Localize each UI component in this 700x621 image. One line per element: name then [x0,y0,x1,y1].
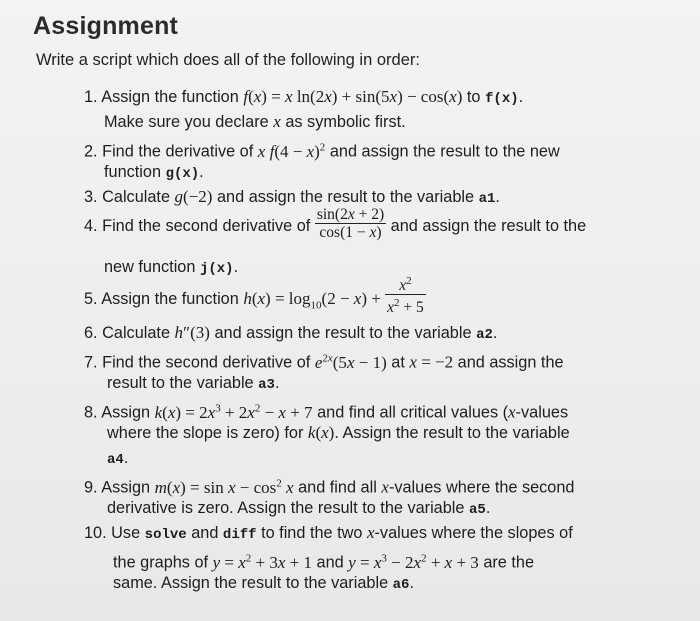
math-expression: $k(x) = 2x^3 + 2x^2 - x + 7$ [154,402,313,422]
item-number: 4. [84,216,98,235]
math-fraction: $\frac{\sin(2x + 2)}{\cos(1 - x)}$ [316,206,385,241]
item-text: and [316,553,344,572]
item-text: Assign [101,403,151,422]
item-number: 8. [84,403,98,422]
math-var: x [273,112,281,131]
item-text: -values where the second [388,478,575,497]
code-text: a3 [258,377,275,393]
item-text: Assign the function [101,88,239,106]
code-text: a6 [392,577,410,593]
item-text: and assign the [457,353,564,372]
item-text: to [466,88,481,106]
code-text: diff [222,527,257,543]
list-item-continuation [107,447,128,471]
code-text: a1 [478,191,496,207]
math-expression: $h(x) = \log_{10}(2 - x)$ + [243,288,386,312]
math-expression: $m(x) = \sin x - \cos^2 x$ [154,477,294,497]
code-text: a2 [476,327,493,343]
list-item [84,206,587,241]
item-text: the graphs of [113,553,209,572]
code-text: a5 [469,502,486,518]
item-text: Calculate [102,324,171,342]
math-expression: x $f(4 - x)^2$ [257,141,326,161]
list-item [84,322,497,346]
item-text: Find the second derivative of [102,353,311,372]
math-expression: h″(3) [174,323,210,342]
item-number: 2. [84,142,98,161]
list-item [84,136,560,163]
punct: . [495,188,500,206]
item-text: Find the derivative of [102,142,254,161]
item-text: to find the two [261,524,363,542]
item-text: and assign the result to the new [329,142,560,161]
list-item-continuation [107,422,570,444]
list-item [84,275,426,317]
item-text: Calculate [102,188,171,206]
list-item-continuation [104,256,238,280]
item-text: same. Assign the result to the variable [113,574,389,592]
list-item [84,522,573,546]
code-text: g(x) [165,166,200,182]
list-item-continuation [104,161,204,185]
item-text: result to the variable [107,374,254,392]
item-text: . Assign the result to the variable [334,424,570,442]
punct: . [199,163,204,181]
item-number: 1. [84,88,98,106]
list-item-continuation [107,497,490,521]
item-text: -values where the slopes of [374,524,573,542]
item-number: 3. [84,188,98,206]
item-number: 10. [84,524,107,542]
punct: . [518,88,524,106]
item-number: 7. [84,353,98,372]
item-text: derivative is zero. Assign the result to the variable [107,499,465,517]
punct: . [492,324,498,342]
item-text: as symbolic first. [285,113,406,131]
code-text: j(x) [199,261,234,277]
item-text: are the [483,553,535,572]
code-text: a4 [107,452,124,468]
math-expression: $y = x^3 - 2x^2 + x + 3$ [348,552,479,572]
item-number: 5. [84,289,98,308]
list-item-continuation [113,547,534,574]
list-item [84,186,500,210]
item-text: where the slope is zero) for [107,424,304,442]
punct: . [274,374,280,392]
list-item [84,397,568,424]
punct: . [123,449,129,467]
item-text: and [191,524,219,542]
list-item-continuation [113,572,414,596]
item-number: 9. [84,478,98,497]
item-text: function [104,163,162,181]
list-item [84,347,564,374]
math-fraction: $\frac{x^2}{x^2 + 5}$ [387,275,424,317]
item-text: -values [515,403,569,422]
math-var: x [366,523,375,542]
list-item-continuation [104,111,406,133]
math-expression: k(x) [307,423,335,442]
item-text: Use [111,524,141,542]
code-text: f(x) [485,91,519,107]
punct: . [485,499,491,517]
item-text: and find all critical values ( [317,403,509,422]
item-text: Find the second derivative of [102,216,311,235]
punct: . [233,258,239,276]
math-expression: $e^{2x}(5x - 1)$ [314,352,387,372]
math-expression: f(x) = x ln(2x) + sin(5x) − cos(x) [243,87,463,106]
list-item [84,86,523,110]
math-expression: x = −2 [409,352,454,372]
intro-text: Write a script which does all of the following in order: [36,51,420,69]
item-text: and assign the result to the [390,216,587,235]
item-number: 6. [84,324,98,342]
item-text: and assign the result to the variable [217,188,475,206]
page-title: Assignment [33,12,179,40]
item-text: Assign [101,478,151,497]
code-text: solve [144,527,187,543]
list-item-continuation [107,372,280,396]
math-var: x [381,477,389,497]
list-item [84,472,574,499]
math-expression: g(−2) [174,187,213,206]
item-text: new function [104,258,196,276]
item-text: Assign the function [101,289,239,308]
item-text: and assign the result to the variable [214,324,472,342]
math-var: x [508,402,516,422]
punct: . [409,574,414,592]
item-text: and find all [298,478,377,497]
item-text: at [391,353,405,372]
item-text: Make sure you declare [104,113,269,131]
math-expression: $y = x^2 + 3x + 1$ [212,552,312,572]
